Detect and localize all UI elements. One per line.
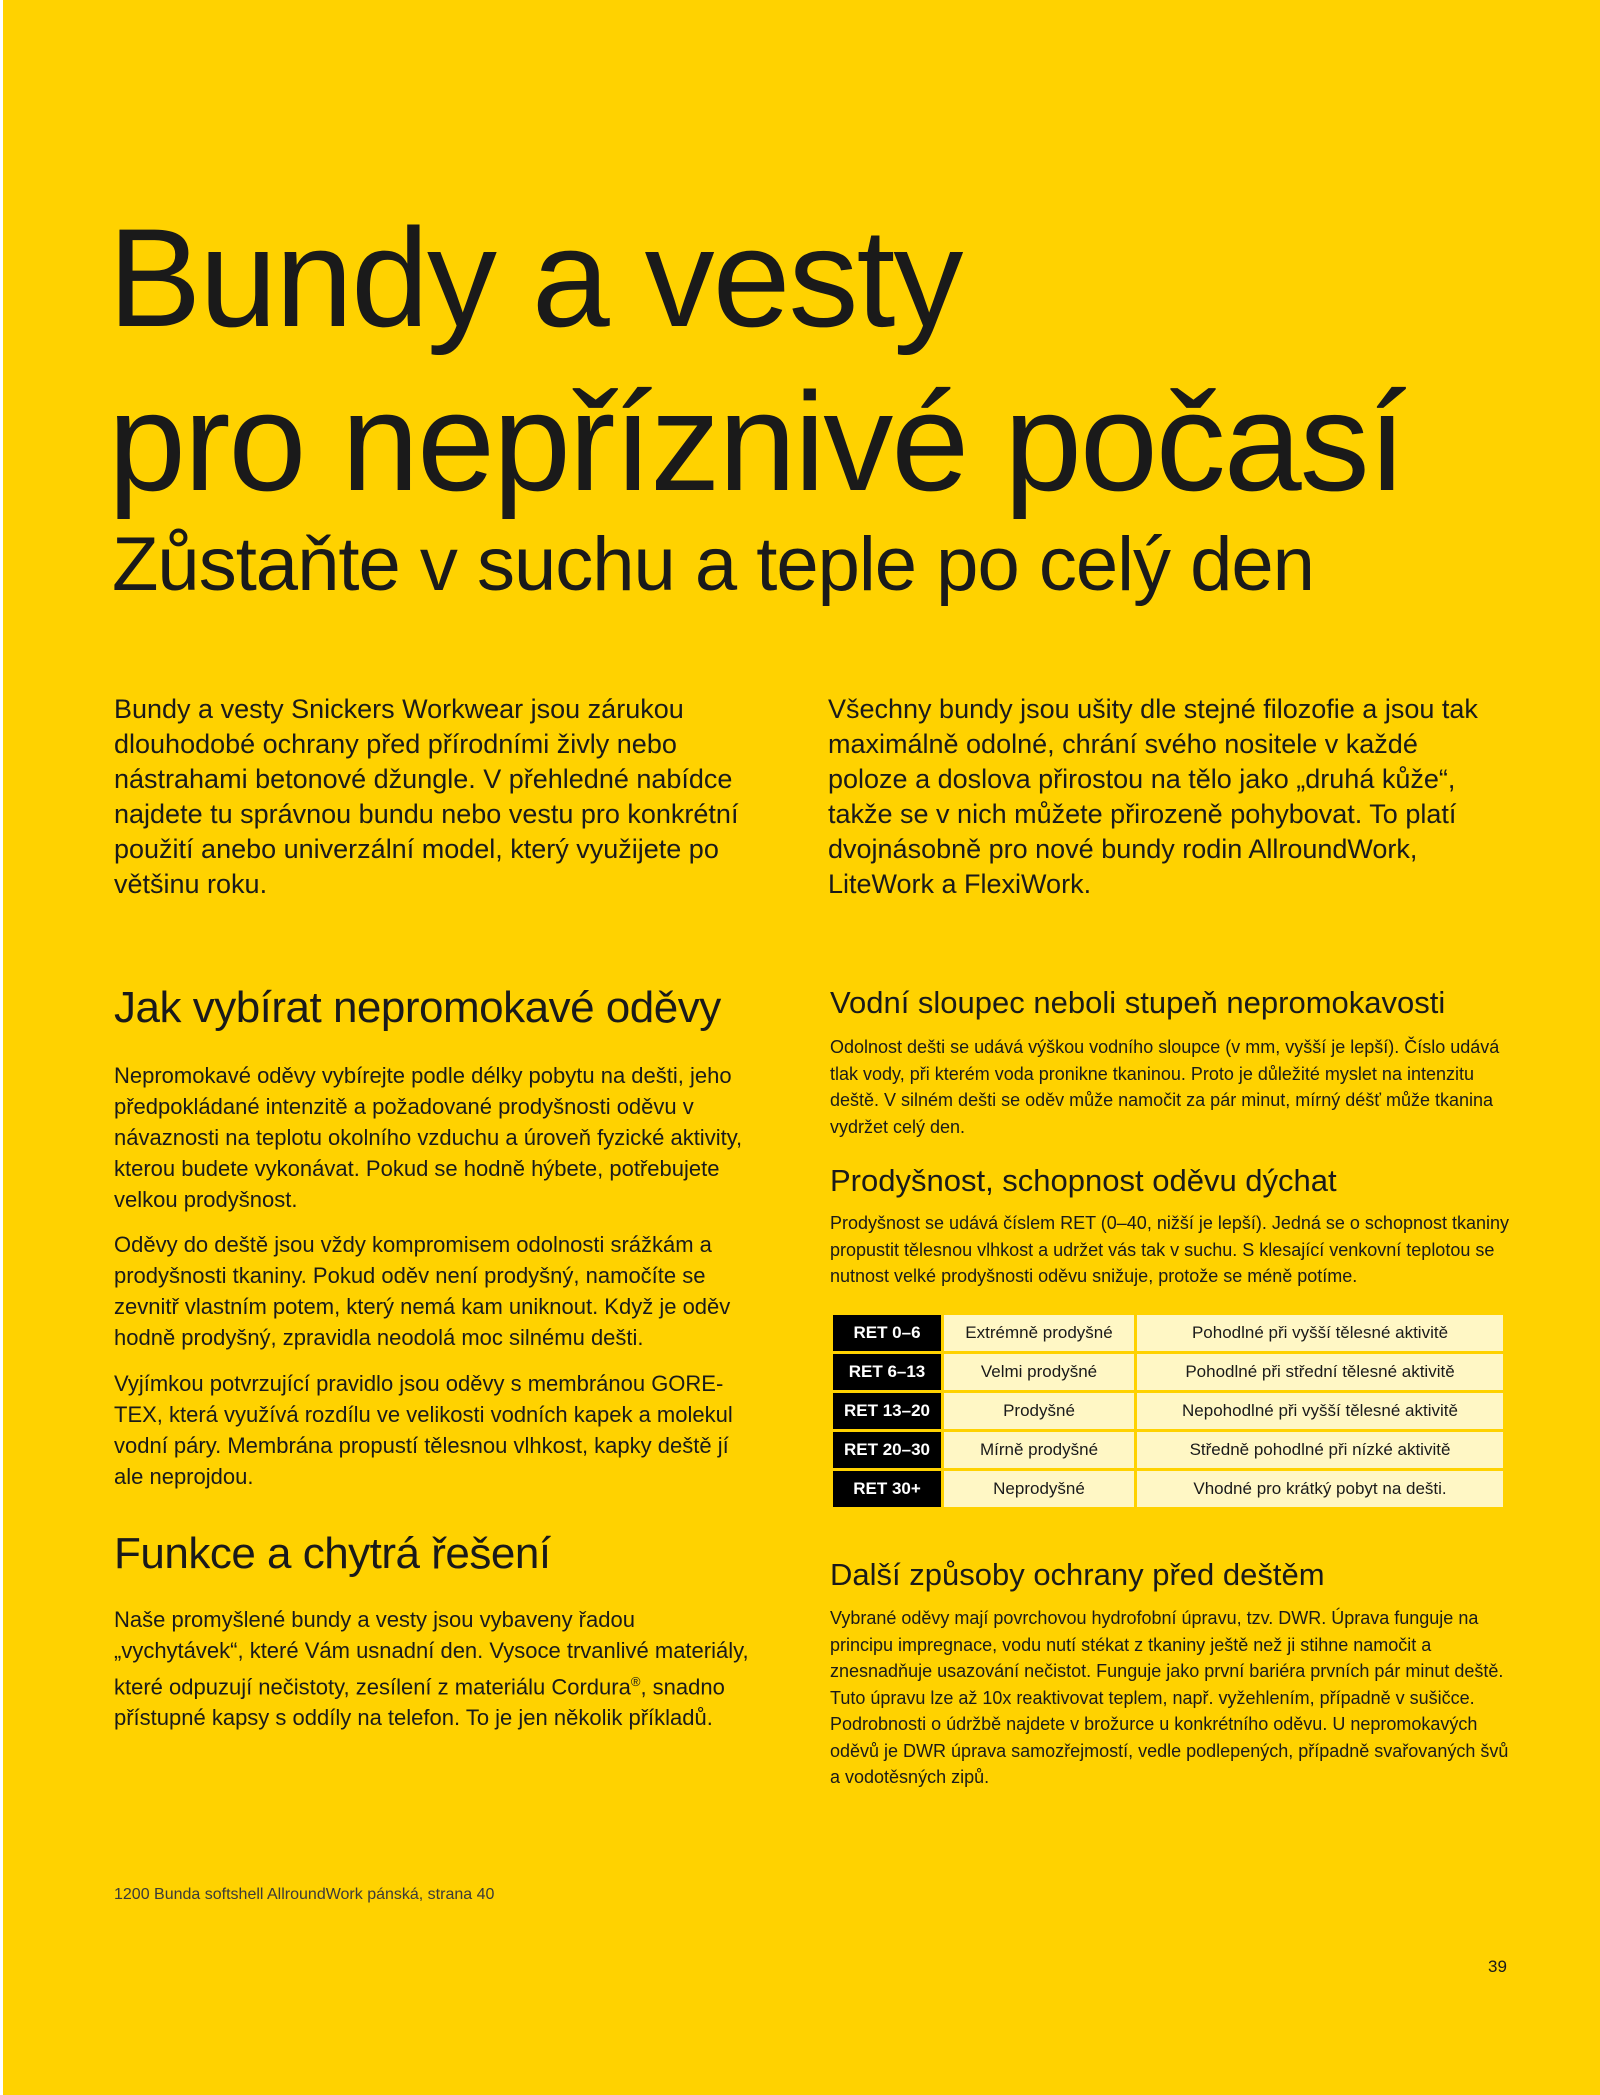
paragraph-choosing-3: Vyjímkou potvrzující pravidlo jsou oděvy s membránou GORE-TEX, která využívá rozdílu ve velikosti vodních kapek a molekul vodní páry. Membrána propustí tělesnou vlhkost, kapky deště jí ale neprojdou.	[114, 1371, 733, 1489]
paragraph-water-column: Odolnost dešti se udává výškou vodního sloupce (v mm, vyšší je lepší). Číslo udává tlak vody, při kterém voda pronikne tkaninou. Proto je důležité myslet na intenzitu deště. V silném dešti se oděv může namočit za pár minut, mírný déšť může tkanina vydržet celý den.	[830, 1037, 1500, 1137]
ret-label: RET 13–20	[833, 1393, 941, 1429]
page-subtitle: Zůstaňte v suchu a teple po celý den	[112, 522, 1314, 607]
ret-label: RET 20–30	[833, 1432, 941, 1468]
table-row	[833, 1315, 1503, 1351]
ret-usage: Pohodlné při střední tělesné aktivitě	[1137, 1354, 1503, 1390]
page-edge	[0, 0, 3, 2095]
ret-description: Velmi prodyšné	[944, 1354, 1134, 1390]
heading-choosing-waterproof: Jak vybírat nepromokavé oděvy	[114, 983, 721, 1032]
paragraph-features	[114, 1604, 764, 1733]
intro-right: Všechny bundy jsou ušity dle stejné filozofie a jsou tak maximálně odolné, chrání svého nositele v každé poloze a doslova přirostou na tělo jako „druhá kůže“, takže se v nich můžete přirozeně pohybovat. To platí dvojnásobně pro nové bundy rodin AllroundWork, LiteWork a FlexiWork.	[828, 694, 1478, 899]
features-text-after: , snadno přístupné kapsy s oddíly na telefon. To je jen několik příkladů.	[114, 1674, 725, 1731]
registered-mark: ®	[630, 1674, 641, 1689]
heading-water-column: Vodní sloupec neboli stupeň nepromokavosti	[830, 985, 1446, 1020]
heading-features: Funkce a chytrá řešení	[114, 1529, 551, 1578]
ret-usage: Nepohodlné při vyšší tělesné aktivitě	[1137, 1393, 1503, 1429]
features-text-before: Naše promyšlené bundy a vesty jsou vybaveny řadou „vychytávek“, které Vám usnadní den. Vysoce trvanlivé materiály, které odpuzují nečistoty, zesílení z materiálu Cordura	[114, 1607, 749, 1700]
ret-table	[830, 1312, 1506, 1510]
ret-description: Mírně prodyšné	[944, 1432, 1134, 1468]
ret-label: RET 6–13	[833, 1354, 941, 1390]
page-title	[108, 196, 1508, 524]
ret-description: Extrémně prodyšné	[944, 1315, 1134, 1351]
paragraph-breathability: Prodyšnost se udává číslem RET (0–40, nižší je lepší). Jedná se o schopnost tkaniny propustit tělesnou vlhkost a udržet vás tak v suchu. S klesající venkovní teplotou se nutnost velké prodyšnosti oděvu snižuje, protože se méně potíme.	[830, 1213, 1510, 1286]
paragraph-other-protection: Vybrané oděvy mají povrchovou hydrofobní úpravu, tzv. DWR. Úprava funguje na principu impregnace, vodu nutí stékat z tkaniny ještě než ji stihne namočit a znesnadňuje usazování nečistot. Funguje jako první bariéra prvních pár minut deště. Tuto úpravu lze až 10x reaktivovat teplem, např. vyžehlením, případně v sušičce. Podrobnosti o údržbě najdete v brožurce u konkrétního oděvu. U nepromokavých oděvů je DWR úprava samozřejmostí, vedle podlepených, případně svařovaných švů a vodotěsných zipů.	[830, 1608, 1509, 1787]
ret-usage: Pohodlné při vyšší tělesné aktivitě	[1137, 1315, 1503, 1351]
intro-left: Bundy a vesty Snickers Workwear jsou zárukou dlouhodobé ochrany před přírodními živly nebo nástrahami betonové džungle. V přehledné nabídce najdete tu správnou bundu nebo vestu pro konkrétní použití anebo univerzální model, který využijete po většinu roku.	[114, 694, 739, 899]
image-caption: 1200 Bunda softshell AllroundWork pánská, strana 40	[114, 1886, 495, 1903]
table-row	[833, 1432, 1503, 1468]
table-row	[833, 1393, 1503, 1429]
ret-description: Neprodyšné	[944, 1471, 1134, 1507]
ret-description: Prodyšné	[944, 1393, 1134, 1429]
heading-other-protection: Další způsoby ochrany před deštěm	[830, 1557, 1325, 1592]
table-row	[833, 1471, 1503, 1507]
ret-label: RET 0–6	[833, 1315, 941, 1351]
paragraph-choosing-2: Oděvy do deště jsou vždy kompromisem odolnosti srážkám a prodyšnosti tkaniny. Pokud oděv není prodyšný, namočíte se zevnitř vlastním potem, který nemá kam uniknout. Když je oděv hodně prodyšný, zpravidla neodolá moc silnému dešti.	[114, 1232, 731, 1350]
ret-label: RET 30+	[833, 1471, 941, 1507]
page-number: 39	[1488, 1957, 1507, 1976]
heading-breathability: Prodyšnost, schopnost oděvu dýchat	[830, 1163, 1337, 1198]
ret-usage: Středně pohodlné při nízké aktivitě	[1137, 1432, 1503, 1468]
ret-usage: Vhodné pro krátký pobyt na dešti.	[1137, 1471, 1503, 1507]
table-row	[833, 1354, 1503, 1390]
title-line-1: Bundy a vesty	[108, 199, 962, 356]
paragraph-choosing-1: Nepromokavé oděvy vybírejte podle délky pobytu na dešti, jeho předpokládané intenzitě a požadované prodyšnosti oděvu v návaznosti na teplotu okolního vzduchu a úroveň fyzické aktivity, kterou budete vykonávat. Pokud se hodně hýbete, potřebujete velkou prodyšnost.	[114, 1063, 743, 1212]
title-line-2: pro nepříznivé počasí	[108, 363, 1405, 520]
